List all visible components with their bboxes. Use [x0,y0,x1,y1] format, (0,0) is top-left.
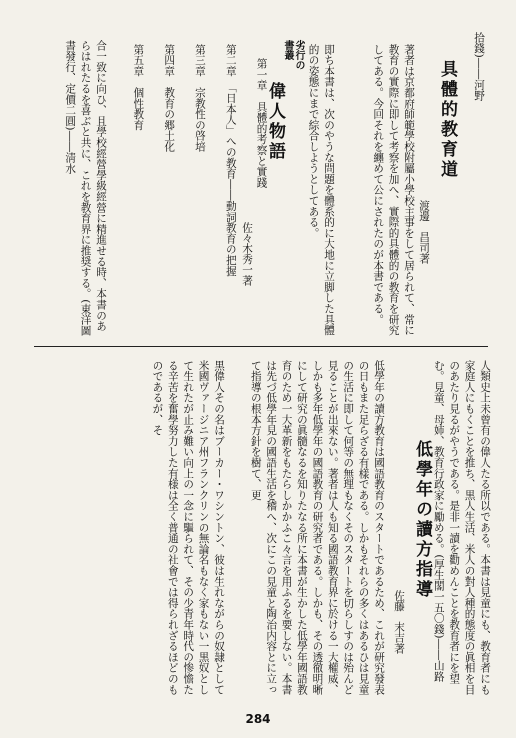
review3-author: 佐藤 末吉著 [393,590,405,654]
review3-title: 低學年の讀方指導 [412,440,432,600]
section-divider [34,346,488,347]
toc-item: 第四章 教育の郷土化 [163,44,176,152]
toc-item: 第二章 「日本人」への教育――動詞教育の把握 [224,44,237,277]
review1-title: 具體的教育道 [437,60,457,180]
top-left-continuation: 合一致に向ひ、且學校經營學級經營に精進せる時、本書のあらはれたるを喜ぶと共に、これを教育界に推奨する。(東洋圖書發行、定價二圓)――淸水 [64,40,107,336]
review1-body-2: 即ち本書は、次のやうな問題を體系的に大地に立脚した具體的の姿態にまで綜合しようとしてある。 [307,44,335,336]
toc-item: 第一章 具體的考察と實踐 [255,58,268,188]
review1-author: 渡邊 昌司著 [418,200,430,264]
toc-item: 第五章 個性教育 [132,44,145,131]
bottom-right-continuation: 人類史上未曾有の偉人たる所以である。本書は見童にも、教育者にも家庭人にもくことを推ち、黒人生活、米人の對人種的態度の眞相を目のあたり見るがやうである。是非一讀を勸めんことを教育者にを望む。見童、母姉、教育行政家に勵める。(厚生閣一五〇錢)――山路 [432,360,491,695]
review3-body: 低學年の讀方教育は國語教育のスタートであるため、これが研究發表の日もまた足らざる有樣である。しかもそれらの多くはあるひは見童の生活に即して何等の無理もなくそのスタートを切らしすのは殆んど見ることが出來ない。著者は人も知る國語教育界に於ける一大權威、しかも多年低學年の國語教育の研究者である。しかも、その透徹明晰にして研究の眞髓なるを知りたなる所に本書が生かした低學年國語教育のため一大革新をもたらしかかふこ々言を用ふるを要しない。本書は先づ低學年見の國語生活を稽へ、次にこの見童と陶治内容とに立って指導の根本方針を樹て、更 [249,360,385,695]
review1-body: 著者は京都府師範學校附屬小學校主事をして居られて、常に教育の實際に即して考察を加へ、實際的具體的の教育を研究してある。今回それを纏めて公にされたのが本書である。 [372,44,415,336]
review2-body: 黒偉人その名はブーカー・ワシントン、彼は生れながらの奴隷として米國ヴァージニア州フランクリンの無論名もなく家もない一黒奴として生れたが止み難い向上の一念に驅られて、その少青年時代の惨憺たる辛苦を奮學努力した有様は全く普通の社會では得られざるほどのものであるが、そ [151,360,225,695]
table-of-contents [114,44,284,340]
review2-author: 佐々木秀一著 [241,222,253,286]
review2-title: 偉人物語 [265,82,285,162]
review1-price-line: 拾錢)――河野 [473,32,485,102]
page-number: 284 [245,712,271,726]
toc-item: 第三章 宗教性の啓培 [193,44,206,152]
review2-series-label: 劣行の 書叢 [282,40,304,70]
